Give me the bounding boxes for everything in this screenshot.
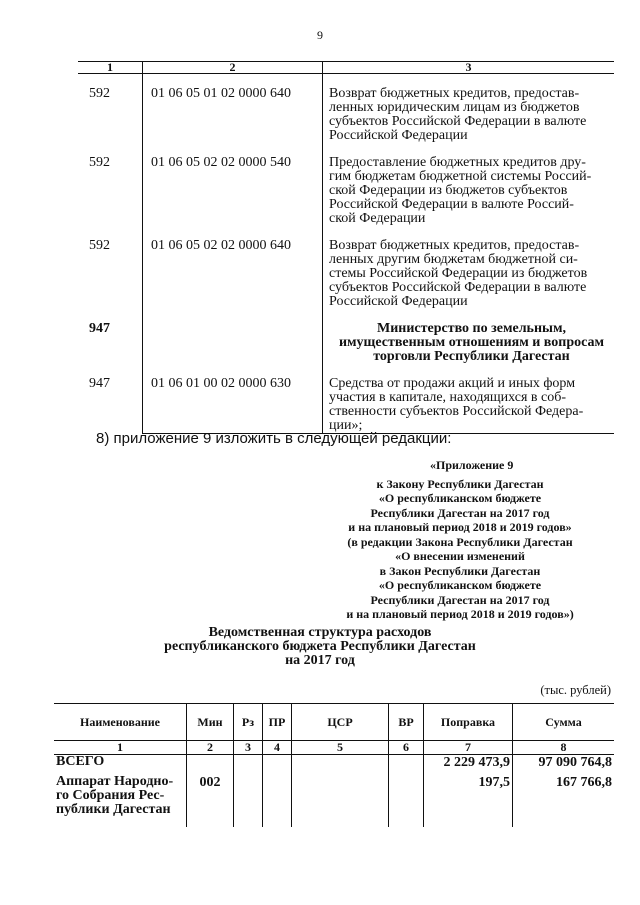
classification-code: 01 06 05 02 02 0000 640 — [143, 239, 323, 309]
col-header-1: 1 — [78, 62, 143, 74]
classification-code — [143, 322, 323, 364]
row-rz — [234, 755, 263, 772]
col-number: 2 — [187, 741, 234, 755]
table-row — [78, 87, 614, 143]
col-number: 4 — [263, 741, 292, 755]
admin-code: 947 — [89, 321, 110, 336]
table-row — [78, 322, 614, 364]
appendix-heading — [300, 458, 620, 622]
title-line: на 2017 год — [285, 653, 355, 668]
row-vr — [389, 775, 424, 827]
col-header-3: 3 — [323, 62, 615, 74]
col-number: 7 — [424, 741, 513, 755]
description: Министерство по земельным, имущественным отношениям и вопросам торговли Республики Дагестан — [323, 322, 615, 364]
table-row — [78, 377, 614, 434]
row-sum: 97 090 764,8 — [513, 755, 615, 772]
row-pr — [263, 755, 292, 772]
classification-code: 01 06 01 00 02 0000 630 — [143, 377, 323, 434]
row-sum: 167 766,8 — [513, 775, 615, 827]
admin-code: 592 — [89, 86, 110, 101]
table-row — [54, 775, 614, 827]
table-header-row — [54, 704, 614, 741]
col-header-csr: ЦСР — [292, 704, 389, 741]
document-title — [0, 626, 640, 668]
amendment-instruction: 8) приложение 9 изложить в следующей редакции: — [96, 430, 452, 447]
units-label: (тыс. рублей) — [540, 683, 611, 697]
row-min — [187, 755, 234, 772]
admin-code: 592 — [89, 155, 110, 170]
admin-code: 947 — [89, 376, 110, 391]
row-pr — [263, 775, 292, 827]
description: Предоставление бюджетных кредитов дру- гим бюджетам бюджетной системы Россий- ской Федерации из бюджетов субъектов Российской Федерации в валюте Россий- ской Федерации — [323, 156, 615, 226]
appendix-line: и на плановый период 2018 и 2019 годов») — [346, 607, 574, 621]
appendix-line: «О республиканском бюджете — [378, 491, 542, 505]
title-line: Ведомственная структура расходов — [208, 625, 432, 640]
row-min: 002 — [187, 775, 234, 827]
row-name: ВСЕГО — [54, 755, 187, 772]
col-number: 3 — [234, 741, 263, 755]
col-header-amendment: Поправка — [424, 704, 513, 741]
appendix-line: «О внесении изменений — [395, 549, 525, 563]
col-header-name: Наименование — [54, 704, 187, 741]
col-header-pr: ПР — [263, 704, 292, 741]
appendix-line: Республики Дагестан на 2017 год — [370, 592, 550, 607]
appendix-line: Республики Дагестан на 2017 год — [370, 505, 550, 520]
description: Средства от продажи акций и иных форм участия в капитале, находящихся в соб- ственности субъектов Российской Федера- ции»; — [323, 377, 615, 434]
appendix-line: и на плановый период 2018 и 2019 годов» — [348, 520, 572, 534]
col-number: 1 — [54, 741, 187, 755]
col-header-2: 2 — [143, 62, 323, 74]
admin-code: 592 — [89, 238, 110, 253]
table-header-row — [78, 62, 614, 74]
classification-code: 01 06 05 02 02 0000 540 — [143, 156, 323, 226]
classification-code: 01 06 05 01 02 0000 640 — [143, 87, 323, 143]
table-row-total — [54, 755, 614, 772]
col-number: 8 — [513, 741, 615, 755]
row-csr — [292, 775, 389, 827]
col-header-vr: ВР — [389, 704, 424, 741]
title-line: республиканского бюджета Республики Дагестан — [164, 639, 476, 654]
row-csr — [292, 755, 389, 772]
row-amendment: 2 229 473,9 — [424, 755, 513, 772]
col-header-min: Мин — [187, 704, 234, 741]
appendix-line: к Закону Республики Дагестан — [376, 476, 544, 491]
row-rz — [234, 775, 263, 827]
page-number: 9 — [317, 28, 323, 42]
appendix-line: (в редакции Закона Республики Дагестан — [347, 534, 573, 549]
col-header-rz: Рз — [234, 704, 263, 741]
budget-source-table — [78, 61, 614, 434]
table-row — [78, 156, 614, 226]
appendix-line: «О республиканском бюджете — [378, 578, 542, 592]
expenditure-table — [54, 703, 614, 827]
table-row — [78, 239, 614, 309]
row-vr — [389, 755, 424, 772]
description: Возврат бюджетных кредитов, предостав- ленных другим бюджетам бюджетной си- стемы Российской Федерации из бюджетов субъектов Российской Федерации в валюте Российской Федерации — [323, 239, 615, 309]
appendix-title: «Приложение 9 — [430, 458, 514, 472]
column-number-row — [54, 741, 614, 755]
col-number: 6 — [389, 741, 424, 755]
description: Возврат бюджетных кредитов, предостав- ленных юридическим лицам из бюджетов субъектов Российской Федерации в валюте Российской Федерации — [323, 87, 615, 143]
row-name: Аппарат Народно- го Собрания Рес- публики Дагестан — [54, 775, 187, 827]
row-amendment: 197,5 — [424, 775, 513, 827]
col-number: 5 — [292, 741, 389, 755]
appendix-line: в Закон Республики Дагестан — [379, 563, 541, 578]
col-header-sum: Сумма — [513, 704, 615, 741]
